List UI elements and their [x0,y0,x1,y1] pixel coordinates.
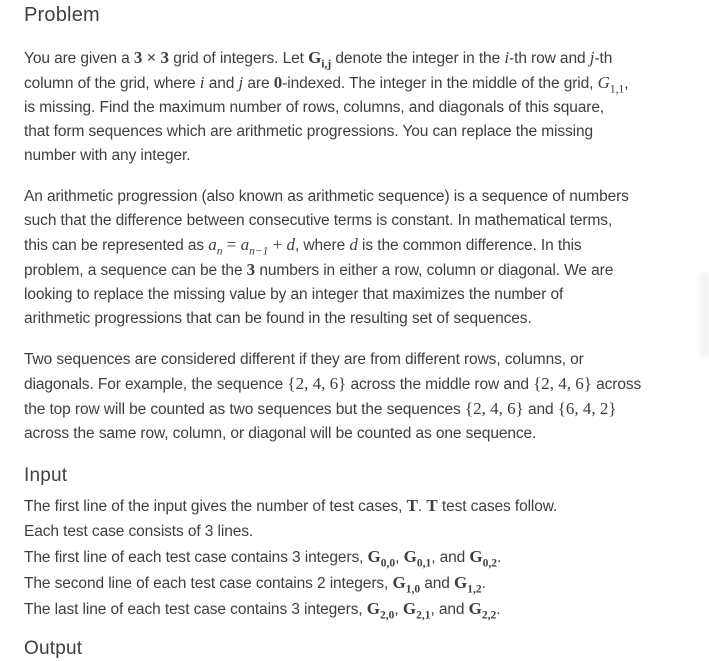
text-line: The first line of each test case contains 3 integers, $G_{0,0}$, $G_{0,1}$, and $G_{0,2}$. [24,547,502,570]
math-subscript: 1,0 [405,583,421,596]
text-line: such that the difference between consecutive terms is constant. In mathematical terms, [24,212,613,229]
text-line: looking to replace the missing value by an integer that maximizes the number of [24,286,564,303]
math-expression: {2, 4, 6} [287,374,347,393]
math-expression: $G_{i,j}$ [308,48,332,71]
text-line: Each test case consists of 3 lines. [24,523,254,540]
math-expression: {2, 4, 6} [464,399,524,418]
problem-paragraphs [24,46,694,446]
math-subscript: 2,1 [416,609,431,622]
math-expression: $G_{2,0}$ [366,599,395,622]
math-expression: T [406,496,418,515]
math-expression: d [349,235,358,254]
text-line: problem, a sequence can be the 3 numbers in either a row, column or diagonal. We are [24,260,614,279]
problem-heading: Problem [24,4,100,26]
text-line: Two sequences are considered different if they are from different rows, columns, or [24,351,584,368]
text-line: column of the grid, where i and j are 0-indexed. The integer in the middle of the grid, $G_{1,1}$, [24,73,629,96]
math-expression: $G_{0,2}$ [469,547,497,570]
text-line: diagonals. For example, the sequence {2, 4, 6} across the middle row and {2, 4, 6} across [24,374,642,393]
math-subscript: 0,1 [416,557,432,570]
text-line: across the same row, column, or diagonal will be counted as one sequence. [24,425,537,442]
math-expression: $G_{1,0}$ [392,573,421,596]
math-subscript: 0,0 [380,557,396,570]
paragraph [24,185,694,331]
math-subscript: i,j [321,58,332,71]
math-expression: $G_{0,0}$ [367,547,396,570]
math-subscript: n−1 [249,245,269,258]
math-expression: {6, 4, 2} [557,399,617,418]
math-expression: j [589,48,595,67]
math-subscript: 1,2 [467,583,482,596]
text-line: is missing. Find the maximum number of rows, columns, and diagonals of this square, [24,99,605,116]
text-line: The first line of the input gives the number of test cases, T. T test cases follow. [24,496,558,515]
math-expression: j [238,73,244,92]
math-expression: i [504,48,510,67]
math-expression: $G_{2,1}$ [402,599,431,622]
text-line: number with any integer. [24,147,191,164]
text-line: The second line of each test case contains 2 integers, $G_{1,0}$ and $G_{1,2}$. [24,573,486,596]
math-expression: 0 [273,73,283,92]
math-expression: d [286,235,295,254]
text-line: You are given a 3 × 3 grid of integers. Let $G_{i,j}$ denote the integer in the i-th row and j-th [24,48,613,71]
math-expression: i [199,73,205,92]
math-subscript: 2,2 [481,609,497,622]
text-line: An arithmetic progression (also known as arithmetic sequence) is a sequence of numbers [24,188,629,205]
math-expression: $G_{2,2}$ [468,599,497,622]
math-subscript: 0,2 [482,557,497,570]
text-line: this can be represented as $a_n = a_{n-1} + d$, where d is the common difference. In this [24,235,582,258]
math-subscript: 1,1 [609,83,625,96]
math-expression: + [268,235,287,254]
math-expression: $G_{1,2}$ [454,573,482,596]
math-subscript: 2,0 [380,609,395,622]
math-expression: 3 [246,260,256,279]
paragraph [24,46,694,168]
paragraph [24,348,694,446]
text-line: arithmetic progressions that can be found in the resulting set of sequences. [24,310,532,327]
text-line: the top row will be counted as two sequences but the sequences {2, 4, 6} and {6, 4, 2} [24,399,617,418]
scrollbar-thumb[interactable] [697,272,708,358]
math-subscript: n [216,245,223,258]
math-expression: {2, 4, 6} [533,374,592,393]
output-heading: Output [24,638,83,659]
math-expression: $a_n$ [208,235,223,258]
math-expression: T [426,496,438,515]
math-expression: 3 × 3 [133,48,170,67]
math-expression: = [222,235,241,254]
input-description [24,493,694,622]
math-expression: $G_{0,1}$ [403,547,432,570]
math-expression: $a_{n-1}$ [240,235,269,258]
text-line: The last line of each test case contains 3 integers, $G_{2,0}$, $G_{2,1}$, and $G_{2,2}$. [24,599,501,622]
text-line: that form sequences which are arithmetic progressions. You can replace the missing [24,123,594,140]
math-expression: $G_{1,1}$ [597,73,625,96]
input-heading: Input [24,465,68,486]
